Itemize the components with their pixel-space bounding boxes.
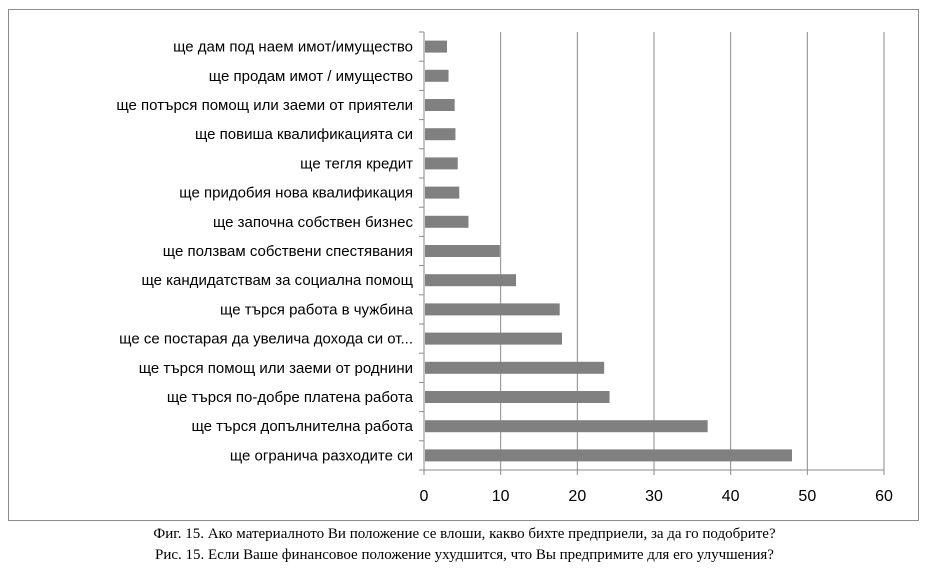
- category-label: ще тегля кредит: [300, 155, 413, 173]
- bar: [425, 70, 449, 82]
- bar: [425, 41, 447, 53]
- x-tick-label: 50: [798, 488, 817, 505]
- x-tick-label: 10: [491, 488, 510, 505]
- category-label: ще търся допълнителна работа: [191, 418, 413, 436]
- bar: [425, 420, 708, 432]
- bar: [425, 216, 468, 228]
- bar: [425, 128, 455, 140]
- category-label: ще придобия нова квалификация: [179, 184, 413, 202]
- category-label: ще продам имот / имущество: [208, 67, 413, 85]
- category-label: ще повиша квалификацията си: [194, 126, 413, 144]
- bar-chart: [9, 10, 920, 522]
- bar: [425, 303, 560, 315]
- category-label: ще потърся помощ или заеми от приятели: [116, 97, 413, 114]
- x-tick-label: 40: [721, 488, 740, 505]
- category-label: ще огранича разходите си: [229, 447, 413, 465]
- bar: [425, 157, 458, 169]
- category-label: ще търся по-добре платена работа: [166, 389, 413, 406]
- bar: [425, 245, 500, 257]
- category-label: ще кандидатствам за социална помощ: [141, 272, 413, 290]
- category-label: ще търся работа в чужбина: [220, 301, 413, 319]
- category-label: ще дам под наем имот/имущество: [173, 38, 413, 56]
- category-label: ще започна собствен бизнес: [212, 213, 413, 231]
- category-label: ще се постарая да увелича дохода си от...: [119, 330, 413, 348]
- x-tick-label: 30: [645, 488, 663, 505]
- x-tick-label: 20: [568, 488, 587, 505]
- figure-caption-russian: Рис. 15. Если Ваше финансовое положение ухудшится, что Вы предпримите для его улучшения?: [155, 547, 774, 563]
- bar: [425, 99, 455, 111]
- bar: [425, 274, 516, 286]
- x-tick-label: 60: [875, 488, 893, 505]
- category-label: ще търся помощ или заеми от роднини: [138, 359, 413, 377]
- figure-caption-bulgarian: Фиг. 15. Ако материалното Ви положение се влоши, какво бихте предприели, за да го подобрите?: [153, 526, 776, 542]
- bar: [425, 187, 459, 199]
- bar: [425, 449, 792, 461]
- bar: [425, 391, 610, 403]
- category-label: ще ползвам собствени спестявания: [162, 243, 413, 260]
- chart-frame: [8, 9, 919, 521]
- bar: [425, 333, 562, 345]
- bar: [425, 362, 604, 374]
- x-tick-label: 0: [419, 488, 429, 505]
